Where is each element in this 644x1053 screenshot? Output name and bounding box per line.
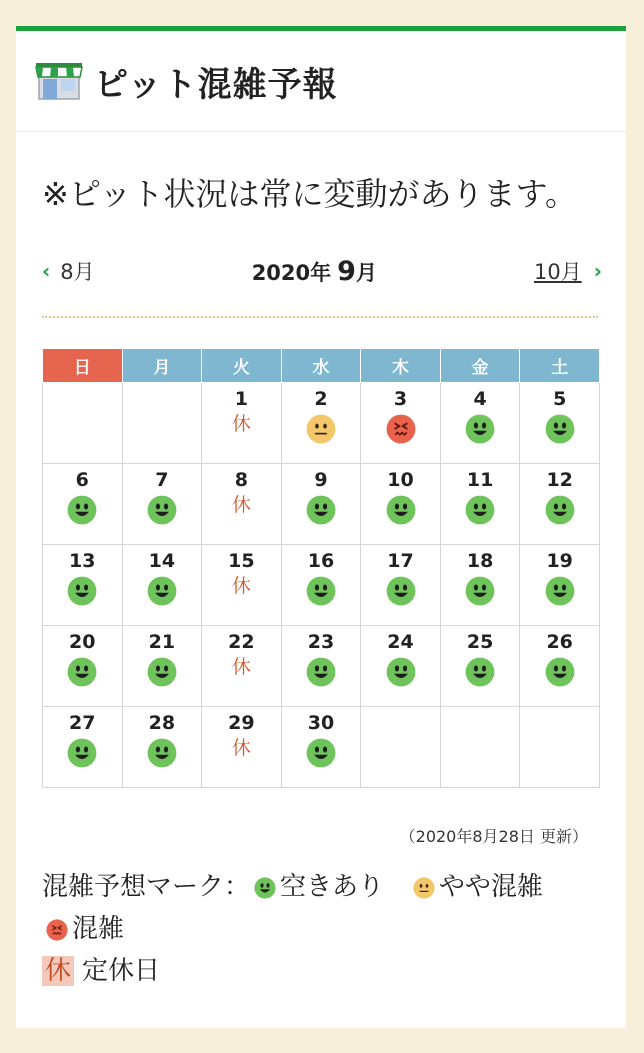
calendar-day-cell — [43, 707, 123, 788]
chevron-right-icon: › — [593, 259, 602, 283]
day-number: 29 — [228, 712, 255, 734]
calendar-day-cell — [361, 464, 441, 545]
weekday-header-row — [43, 349, 600, 383]
month-navigation — [42, 254, 602, 288]
legend-medium-label: やや混雑 — [438, 872, 543, 902]
smile-green-icon — [123, 738, 202, 772]
calendar-day-cell — [122, 545, 202, 626]
calendar-day-cell — [281, 626, 361, 707]
calendar-day-cell — [122, 707, 202, 788]
smile-green-icon — [43, 495, 122, 529]
calendar-day-cell — [202, 707, 282, 788]
holiday-mark: 休 — [231, 494, 251, 516]
day-number: 2 — [314, 388, 328, 410]
day-number: 13 — [69, 550, 96, 572]
smile-green-icon — [123, 576, 202, 610]
calendar-day-cell — [520, 383, 600, 464]
weekday-header: 水 — [281, 349, 361, 383]
day-number: 18 — [466, 550, 494, 572]
day-number: 6 — [75, 469, 89, 491]
calendar-table — [42, 348, 600, 788]
calendar-day-cell — [361, 383, 441, 464]
card-header — [16, 31, 626, 132]
smile-green-icon — [361, 657, 440, 691]
day-number: 22 — [228, 631, 255, 653]
day-number: 16 — [307, 550, 335, 572]
holiday-mark: 休 — [231, 575, 251, 597]
calendar-day-cell — [281, 383, 361, 464]
smile-green-icon — [43, 738, 122, 772]
calendar-day-cell — [440, 626, 520, 707]
current-month-number: 9 — [337, 255, 356, 287]
notice-text: ※ピット状況は常に変動があります。 — [42, 175, 577, 213]
weekday-header: 月 — [122, 349, 202, 383]
calendar-day-cell — [43, 626, 123, 707]
smile-green-icon — [123, 657, 202, 691]
day-number: 11 — [466, 469, 494, 491]
smile-green-icon — [520, 657, 599, 691]
day-number: 15 — [228, 550, 255, 572]
page-title: ピット混雑予報 — [94, 64, 338, 105]
calendar-day-cell — [202, 383, 282, 464]
calendar-empty-cell — [122, 383, 202, 464]
calendar-day-cell — [520, 464, 600, 545]
smile-green-icon — [123, 495, 202, 529]
calendar-day-cell — [122, 626, 202, 707]
day-number: 7 — [155, 469, 169, 491]
divider — [42, 316, 598, 318]
day-number: 5 — [553, 388, 567, 410]
day-number: 25 — [466, 631, 494, 653]
calendar-day-cell — [281, 707, 361, 788]
smile-green-icon — [441, 495, 520, 529]
prev-month-link[interactable] — [42, 256, 95, 286]
neutral-yellow-icon — [409, 872, 439, 902]
day-number: 12 — [546, 469, 573, 491]
legend — [42, 866, 588, 992]
smile-green-icon — [282, 576, 361, 610]
day-number: 3 — [393, 388, 408, 410]
day-number: 8 — [234, 469, 249, 491]
day-number: 30 — [307, 712, 335, 734]
calendar-day-cell — [440, 545, 520, 626]
holiday-mark-legend: 休 — [42, 956, 74, 986]
calendar-day-cell — [440, 383, 520, 464]
weekday-header: 金 — [440, 349, 520, 383]
smile-green-icon — [520, 414, 599, 448]
smile-green-icon — [361, 576, 440, 610]
day-number: 27 — [69, 712, 96, 734]
legend-empty-label: 空きあり — [280, 872, 385, 902]
legend-crowded-label: 混雑 — [72, 914, 125, 944]
prev-month-label: 8月 — [60, 260, 95, 284]
day-number: 17 — [387, 550, 414, 572]
day-number: 28 — [148, 712, 176, 734]
angry-red-icon — [42, 914, 72, 944]
smile-green-icon — [361, 495, 440, 529]
weekday-header: 土 — [520, 349, 600, 383]
calendar-day-cell — [202, 545, 282, 626]
day-number: 19 — [546, 550, 573, 572]
next-month-link[interactable] — [534, 256, 602, 286]
current-month-suffix: 月 — [355, 260, 377, 285]
calendar-week-row — [43, 383, 600, 464]
calendar-day-cell — [520, 545, 600, 626]
calendar-week-row — [43, 626, 600, 707]
day-number: 10 — [387, 469, 414, 491]
weekday-header: 木 — [361, 349, 441, 383]
smile-green-icon — [441, 657, 520, 691]
calendar-day-cell — [440, 464, 520, 545]
legend-prefix: 混雑予想マーク： — [42, 872, 251, 902]
calendar-empty-cell — [440, 707, 520, 788]
smile-green-icon — [250, 872, 280, 902]
smile-green-icon — [441, 414, 520, 448]
day-number: 26 — [546, 631, 573, 653]
calendar-day-cell — [361, 626, 441, 707]
day-number: 23 — [307, 631, 335, 653]
smile-green-icon — [520, 495, 599, 529]
calendar-day-cell — [361, 545, 441, 626]
day-number: 4 — [473, 388, 487, 410]
day-number: 20 — [69, 631, 96, 653]
smile-green-icon — [43, 576, 122, 610]
day-number: 21 — [148, 631, 176, 653]
calendar-day-cell — [281, 464, 361, 545]
day-number: 9 — [314, 469, 328, 491]
legend-holiday-label: 定休日 — [82, 956, 161, 986]
day-number: 1 — [234, 388, 249, 410]
smile-green-icon — [441, 576, 520, 610]
calendar-empty-cell — [43, 383, 123, 464]
calendar-day-cell — [43, 464, 123, 545]
calendar-day-cell — [281, 545, 361, 626]
next-month-label: 10月 — [534, 260, 582, 284]
calendar-body — [43, 383, 600, 788]
calendar-day-cell — [43, 545, 123, 626]
smile-green-icon — [520, 576, 599, 610]
calendar-week-row — [43, 545, 600, 626]
day-number: 14 — [148, 550, 176, 572]
calendar-day-cell — [122, 464, 202, 545]
updated-date: （2020年8月28日 更新） — [399, 827, 588, 846]
calendar-empty-cell — [361, 707, 441, 788]
smile-green-icon — [282, 495, 361, 529]
calendar-day-cell — [202, 626, 282, 707]
calendar-day-cell — [202, 464, 282, 545]
calendar-week-row — [43, 464, 600, 545]
calendar-week-row — [43, 707, 600, 788]
smile-green-icon — [43, 657, 122, 691]
angry-red-icon — [361, 414, 440, 448]
current-month — [252, 256, 377, 287]
calendar-empty-cell — [520, 707, 600, 788]
holiday-mark: 休 — [231, 737, 251, 759]
weekday-header: 火 — [202, 349, 282, 383]
chevron-left-icon: ‹ — [42, 259, 51, 283]
calendar-day-cell — [520, 626, 600, 707]
weekday-header: 日 — [43, 349, 123, 383]
day-number: 24 — [387, 631, 414, 653]
current-year-label: 2020年 — [251, 260, 332, 285]
smile-green-icon — [282, 738, 361, 772]
neutral-yellow-icon — [282, 414, 361, 448]
holiday-mark: 休 — [231, 656, 251, 678]
shop-icon — [34, 61, 84, 101]
smile-green-icon — [282, 657, 361, 691]
holiday-mark: 休 — [231, 413, 251, 435]
